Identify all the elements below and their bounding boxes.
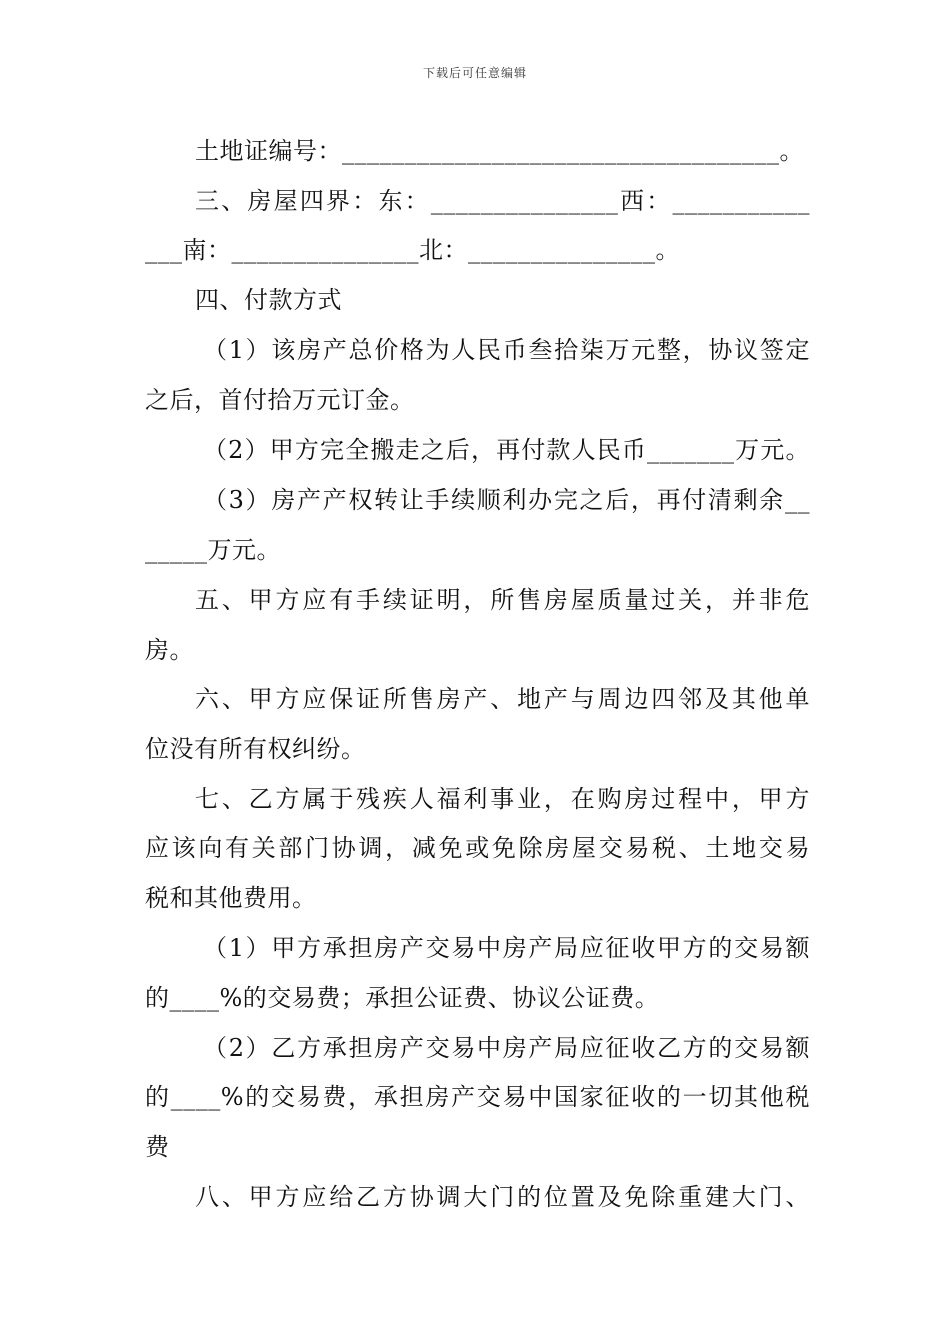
section-6-line-1: 六、甲方应保证所售房产、地产与周边四邻及其他单: [195, 685, 810, 713]
section-5-line-2: 房。: [145, 636, 194, 664]
section-6-line-2: 位没有所有权纠纷。: [145, 735, 366, 763]
payment-item-2: （2）甲方完全搬走之后，再付款人民币_______万元。: [203, 436, 810, 464]
fee-item-2-line-2: 的____%的交易费，承担房产交易中国家征收的一切其他税: [145, 1083, 810, 1111]
section-7-line-2: 应该向有关部门协调，减免或免除房屋交易税、土地交易: [145, 834, 810, 862]
section-8-line-1: 八、甲方应给乙方协调大门的位置及免除重建大门、: [195, 1183, 810, 1211]
section-5-line-1: 五、甲方应有手续证明，所售房屋质量过关，并非危: [195, 586, 810, 614]
payment-item-1-line-2: 之后，首付拾万元订金。: [145, 386, 415, 414]
payment-item-3-line-1: （3）房产产权转让手续顺利办完之后，再付清剩余__: [203, 486, 810, 514]
section-4-heading: 四、付款方式: [195, 286, 342, 314]
payment-item-3-line-2: _____万元。: [145, 536, 281, 564]
fee-item-1-line-2: 的____%的交易费；承担公证费、协议公证费。: [145, 984, 660, 1012]
land-cert-line: 土地证编号：___________________________________。: [195, 137, 804, 165]
fee-item-2-line-1: （2）乙方承担房产交易中房产局应征收乙方的交易额: [203, 1034, 810, 1062]
payment-item-1-line-1: （1）该房产总价格为人民币叁拾柒万元整，协议签定: [203, 336, 810, 364]
section-7-line-3: 税和其他费用。: [145, 884, 317, 912]
fee-item-2-line-3: 费: [145, 1133, 170, 1161]
section-3-line-2: ___南：_______________北：_______________。: [145, 236, 680, 264]
section-7-line-1: 七、乙方属于残疾人福利事业，在购房过程中，甲方: [195, 785, 810, 813]
section-3-line-1: 三、房屋四界：东：_______________西：___________: [195, 187, 810, 215]
fee-item-1-line-1: （1）甲方承担房产交易中房产局应征收甲方的交易额: [203, 934, 810, 962]
page-header: 下载后可任意编辑: [422, 66, 527, 80]
